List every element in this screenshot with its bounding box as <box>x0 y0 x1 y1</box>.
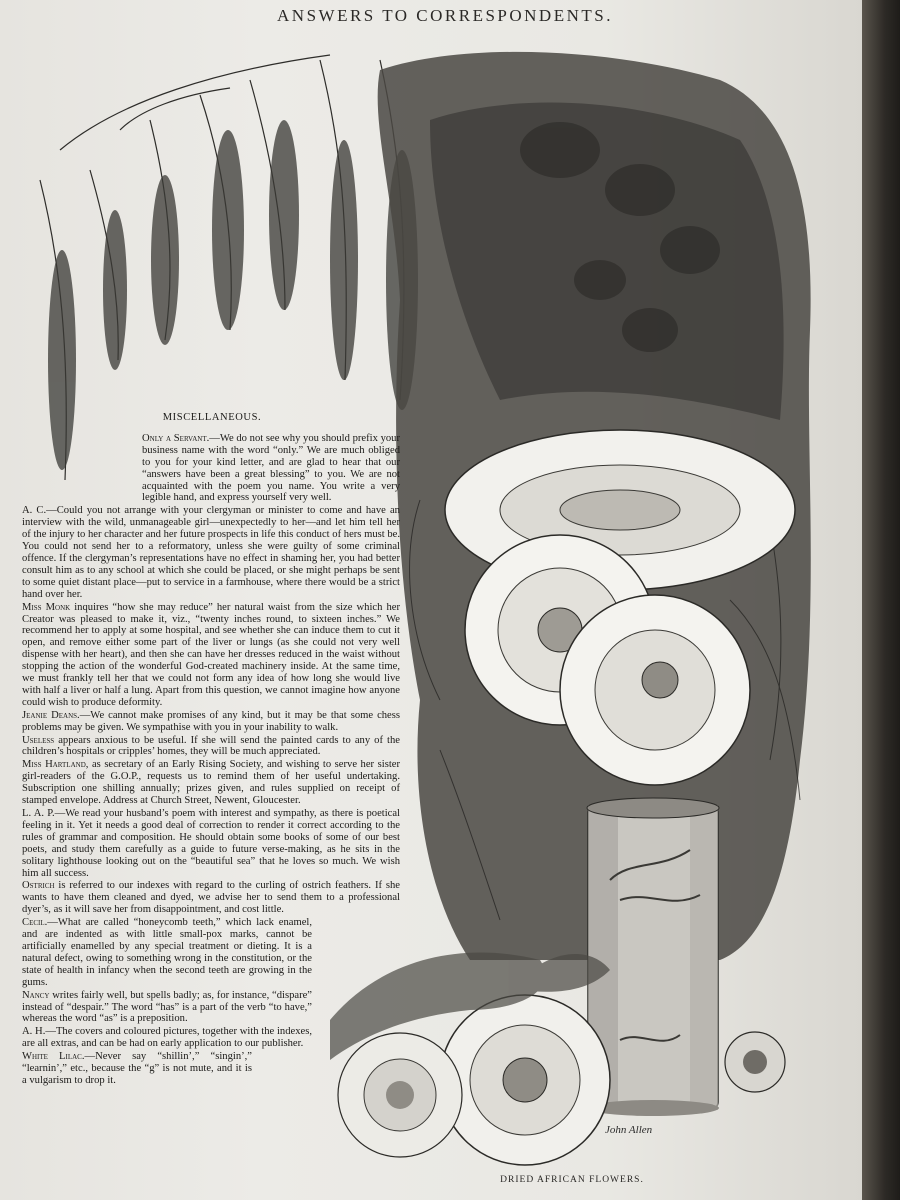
entry-keyword: L. A. P. <box>22 808 55 819</box>
everlasting-flower-right <box>560 595 750 785</box>
list-item <box>22 602 400 709</box>
entry-text: as secretary of an Early Rising Society, and wishing to serve her sister girl-readers of the G.O.P., requests us to remind them of her useful undertaking. Subscription one shilling annually; prizes given, and rules supplied on receipt of stamped envelope. Address at Church Street, Newent, Gloucester. <box>22 759 400 807</box>
book-binding-edge <box>862 0 900 1200</box>
entry-text: —We read your husband’s poem with interest and sympathy, as there is poetical feeling in it. Yet it needs a good deal of correction to render it correct according to the rules of grammar and composition. He should obtain some books of some of our best poets, and study them carefully as a guide to future verse-making, as he sits in the solitary lighthouse looking out on the “beautiful sea” that he loves so much. We wish him all success. <box>22 808 400 879</box>
entry-keyword: Jeanie Deans. <box>22 709 80 721</box>
list-item <box>22 917 312 988</box>
entry-text: —What are called “honeycomb teeth,” which lack enamel, and are indented as with little small-pox marks, cannot be artificially enamelled by any special treatment or dieting. It is a natural defect, owing to something wrong in the constitution, or the state of health in infancy when the second teeth are growing in the gums. <box>22 917 312 988</box>
list-item <box>22 1051 252 1087</box>
entry-text: —The covers and coloured pictures, together with the indexes, are all extras, and can be had on early application to our publisher. <box>22 1026 313 1050</box>
entry-keyword: White Lilac. <box>22 1051 85 1063</box>
engraver-signature: John Allen <box>605 1124 653 1136</box>
list-item <box>22 880 400 916</box>
entry-keyword: Only a Servant. <box>142 432 210 444</box>
illustration-caption: DRIED AFRICAN FLOWERS. <box>500 1175 644 1185</box>
entry-keyword: A. C. <box>22 505 47 517</box>
entry-keyword: Miss Monk <box>22 601 71 613</box>
entry-keyword: Miss Hartland, <box>22 759 89 771</box>
entry-text: —We do not see why you should prefix your business name with the word “only.” We are much obliged to you for your kind letter, and are glad to hear that our “answers have been a great blessing” to you. We are not acquainted with the poem you name. You write a very legible hand, and express yourself very well. <box>142 432 400 504</box>
list-item <box>22 735 400 759</box>
list-item <box>22 808 400 879</box>
entry-keyword: Nancy <box>22 989 50 1001</box>
list-item <box>22 505 400 600</box>
list-item <box>22 759 400 807</box>
thistle-bud <box>725 1032 785 1092</box>
entry-text: appears anxious to be useful. If she will send the painted cards to any of the children’s hospitals or cripples’ homes, they will be much appreciated. <box>22 734 400 758</box>
entry-text: —We cannot make promises of any kind, but it may be that some chess problems may be given. We sympathise with you in your inability to walk. <box>22 709 401 733</box>
list-item <box>22 710 400 734</box>
list-item <box>22 1026 312 1050</box>
entry-text: inquires “how she may reduce” her natural waist from the size which her Creator was pleased to make it, viz., “twenty inches round, to sixteen inches.” We recommend her to apply at some hospital, and see whether she can induce them to cut it open, and remove either some part of the liver or lungs (as she could not very well dispense with her heart), and then she can have her dresses reduced in the waist without stopping the action of the wonderful God-created machinery inside. At the same time, we must frankly tell her that we could not form any idea of how long she would live with half a liver or half a lung. Apart from this question, we cannot imagine how anyone could wish to produce deformity. <box>22 601 400 708</box>
flower-bottom-left <box>440 995 610 1165</box>
entry-text: —Could you not arrange with your clergyman or minister to come and have an interview with the wild, unmanageable girl—unexpectedly to her—and let him tell her of the injury to her character and her future prospects in life this conduct of hers must be. You could not send her to a reformatory, unless she were guilty of some criminal offence. If the clergyman’s representations have no effect in shaming her, you had better consult him as to any school at which she could be placed, or she might perhaps be sent to some quiet distant place—put to service in a farmhouse, where there would be a strict hand over her. <box>22 505 400 600</box>
entry-keyword: A. H. <box>22 1026 46 1038</box>
correspondence-column <box>22 412 400 1088</box>
entry-keyword: Cecil. <box>22 917 48 929</box>
entry-text: —Never say “shillin’,” “singin’,” “learnin’,” etc., because the “g” is not mute, and it is a vulgarism to drop it. <box>22 1051 252 1086</box>
list-item <box>142 433 400 504</box>
running-title: ANSWERS TO CORRESPONDENTS. <box>277 6 613 25</box>
list-item <box>22 990 312 1026</box>
entry-keyword: Useless <box>22 734 55 746</box>
entry-keyword: Ostrich <box>22 880 55 892</box>
entry-text: is referred to our indexes with regard to the curling of ostrich feathers. If she wants to have them cleaned and dyed, we advise her to send them to a professional dyer’s, as it will save her from disappointment, and cost little. <box>22 880 400 916</box>
entry-text: writes fairly well, but spells badly; as, for instance, “dispare” instead of “despair.” The word “has” is a part of the verb “to have,” whereas the word “as” is a preposition. <box>22 989 312 1025</box>
section-heading: MISCELLANEOUS. <box>162 412 262 423</box>
